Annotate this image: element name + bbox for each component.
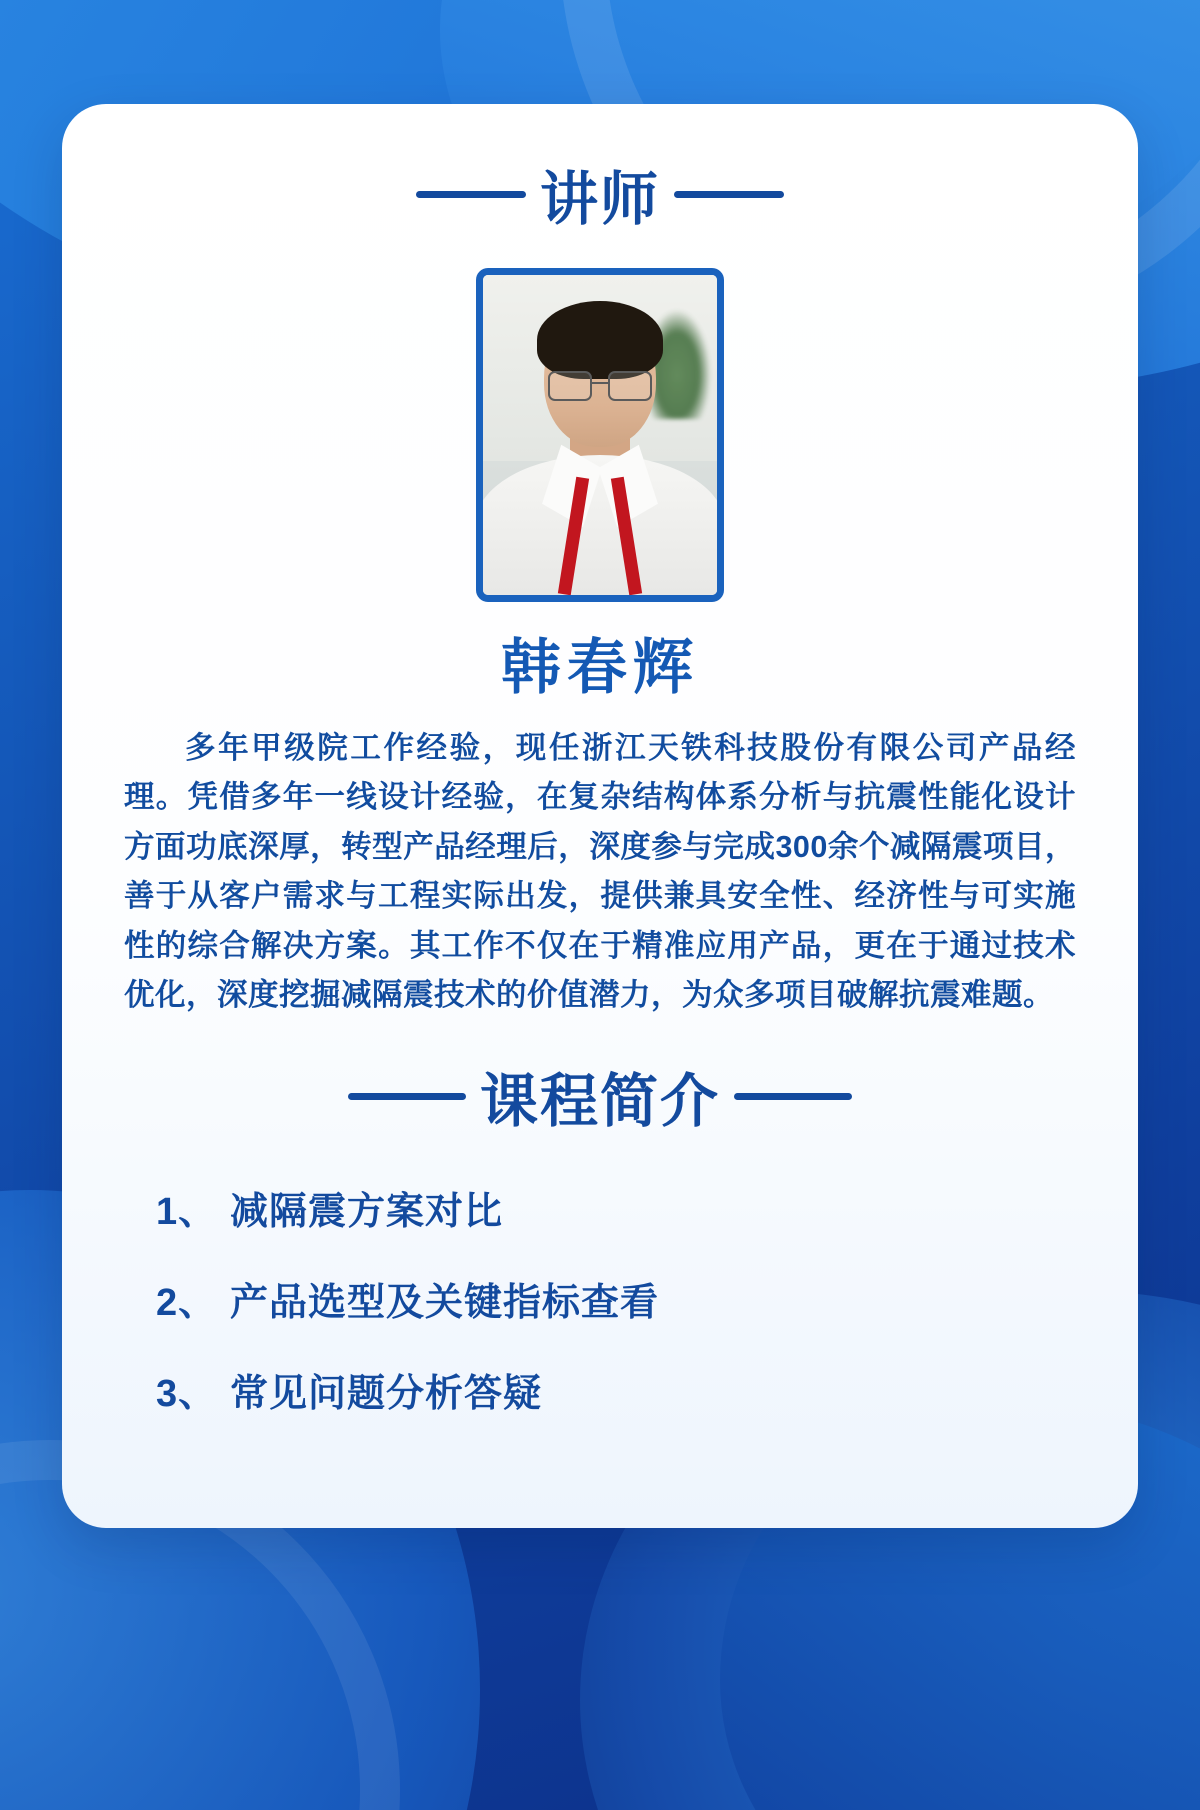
instructor-section-heading xyxy=(110,152,1090,236)
heading-rule-right xyxy=(674,191,784,198)
course-item-label: 产品选型及关键指标查看 xyxy=(230,1282,660,1325)
course-heading-rule-right xyxy=(734,1093,852,1100)
course-item-number: 1、 xyxy=(156,1191,218,1234)
instructor-heading-label: 讲师 xyxy=(539,167,660,232)
course-item-label: 减隔震方案对比 xyxy=(230,1191,504,1234)
course-heading-rule-left xyxy=(348,1093,466,1100)
content-card xyxy=(62,104,1138,1528)
list-item xyxy=(156,1180,1090,1235)
course-item-number: 3、 xyxy=(156,1373,218,1416)
instructor-photo xyxy=(476,268,724,602)
instructor-bio: 多年甲级院工作经验，现任浙江天铁科技股份有限公司产品经理。凭借多年一线设计经验，在复杂结构体系分析与抗震性能化设计方面功底深厚，转型产品经理后，深度参与完成300余个减隔震项目，善于从客户需求与工程实际出发，提供兼具安全性、经济性与可实施性的综合解决方案。其工作不仅在于精准应用产品，更在于通过技术优化，深度挖掘减隔震技术的价值潜力，为众多项目破解抗震难题。 xyxy=(124,731,1076,1013)
course-list xyxy=(110,1180,1090,1417)
course-item-number: 2、 xyxy=(156,1282,218,1325)
list-item xyxy=(156,1271,1090,1326)
list-item xyxy=(156,1362,1090,1417)
photo-hair xyxy=(537,301,663,379)
course-item-label: 常见问题分析答疑 xyxy=(230,1373,543,1416)
glasses-icon xyxy=(548,371,652,397)
course-heading-label: 课程简介 xyxy=(479,1069,720,1135)
heading-rule-left xyxy=(416,191,526,198)
instructor-name: 韩春辉 xyxy=(501,634,699,701)
course-section-heading xyxy=(110,1054,1090,1138)
